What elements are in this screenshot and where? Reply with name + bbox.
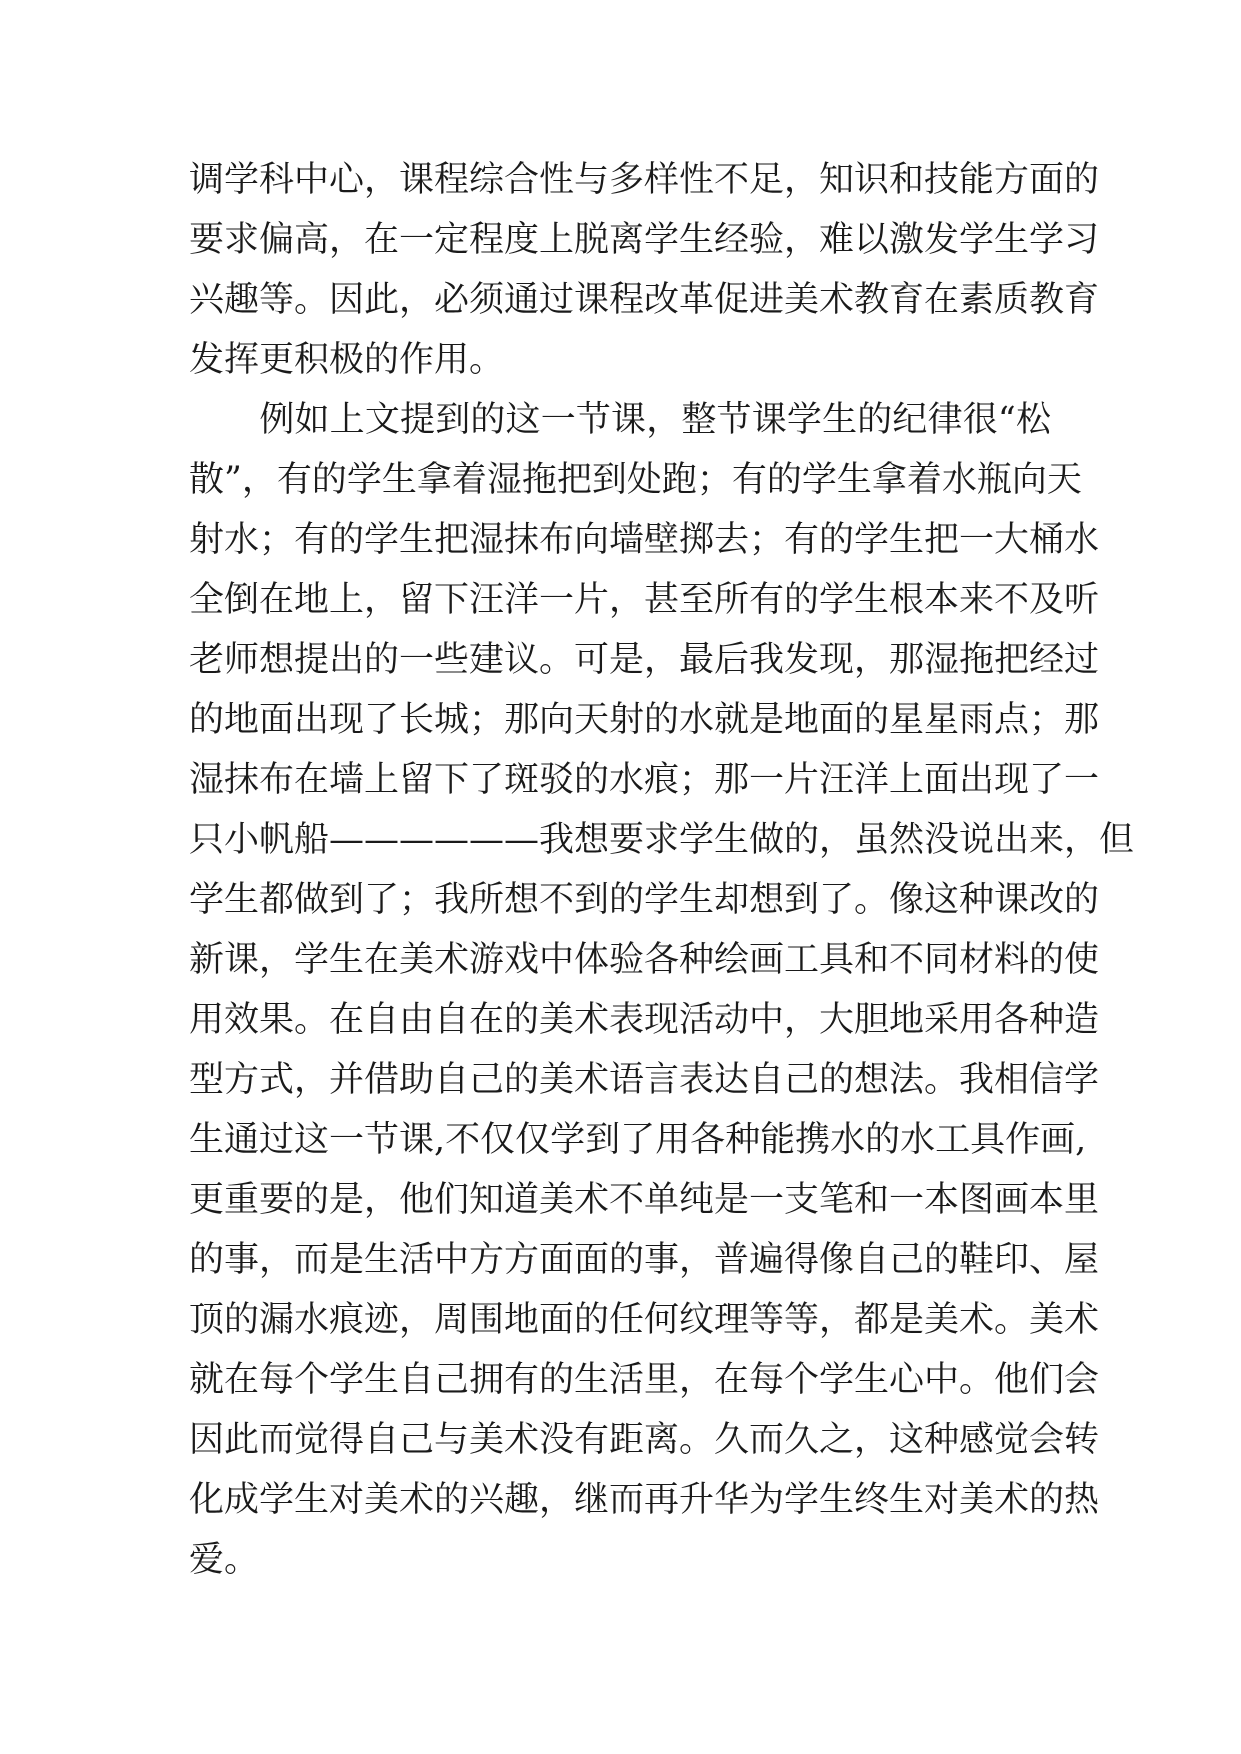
text-line: 就在每个学生自己拥有的生活里，在每个学生心中。他们会 <box>189 1360 1100 1400</box>
text-line: 更重要的是，他们知道美术不单纯是一支笔和一本图画本里 <box>189 1180 1100 1220</box>
text-line: 新课，学生在美术游戏中体验各种绘画工具和不同材料的使 <box>189 940 1100 980</box>
text-line: 的事，而是生活中方方面面的事，普遍得像自己的鞋印、屋 <box>189 1240 1100 1280</box>
text-line: 用效果。在自由自在的美术表现活动中，大胆地采用各种造 <box>189 1000 1100 1040</box>
text-line: 顶的漏水痕迹，周围地面的任何纹理等等，都是美术。美术 <box>189 1300 1100 1340</box>
text-line: 型方式，并借助自己的美术语言表达自己的想法。我相信学 <box>189 1060 1100 1100</box>
text-line: 发挥更积极的作用。 <box>189 340 505 380</box>
text-line: 例如上文提到的这一节课，整节课学生的纪律很“松 <box>189 400 1051 440</box>
text-line: 要求偏高，在一定程度上脱离学生经验，难以激发学生学习 <box>189 220 1100 260</box>
text-line: 兴趣等。因此，必须通过课程改革促进美术教育在素质教育 <box>189 280 1100 320</box>
body-text <box>189 150 1135 1590</box>
text-line: 只小帆船——————我想要求学生做的，虽然没说出来，但 <box>189 820 1135 860</box>
text-line: 老师想提出的一些建议。可是，最后我发现，那湿拖把经过 <box>189 640 1100 680</box>
text-line: 射水；有的学生把湿抹布向墙壁掷去；有的学生把一大桶水 <box>189 520 1100 560</box>
text-line: 湿抹布在墙上留下了斑驳的水痕；那一片汪洋上面出现了一 <box>189 760 1100 800</box>
text-line: 的地面出现了长城；那向天射的水就是地面的星星雨点；那 <box>189 700 1100 740</box>
text-line: 生通过这一节课,不仅仅学到了用各种能携水的水工具作画, <box>189 1120 1087 1160</box>
text-line: 因此而觉得自己与美术没有距离。久而久之，这种感觉会转 <box>189 1420 1100 1460</box>
text-line: 化成学生对美术的兴趣，继而再升华为学生终生对美术的热 <box>189 1480 1100 1520</box>
text-line: 散”，有的学生拿着湿拖把到处跑；有的学生拿着水瓶向天 <box>189 460 1082 500</box>
text-line: 爱。 <box>189 1540 260 1580</box>
text-line: 全倒在地上，留下汪洋一片，甚至所有的学生根本来不及听 <box>189 580 1100 620</box>
text-line: 调学科中心，课程综合性与多样性不足，知识和技能方面的 <box>189 160 1100 200</box>
text-line: 学生都做到了；我所想不到的学生却想到了。像这种课改的 <box>189 880 1100 920</box>
